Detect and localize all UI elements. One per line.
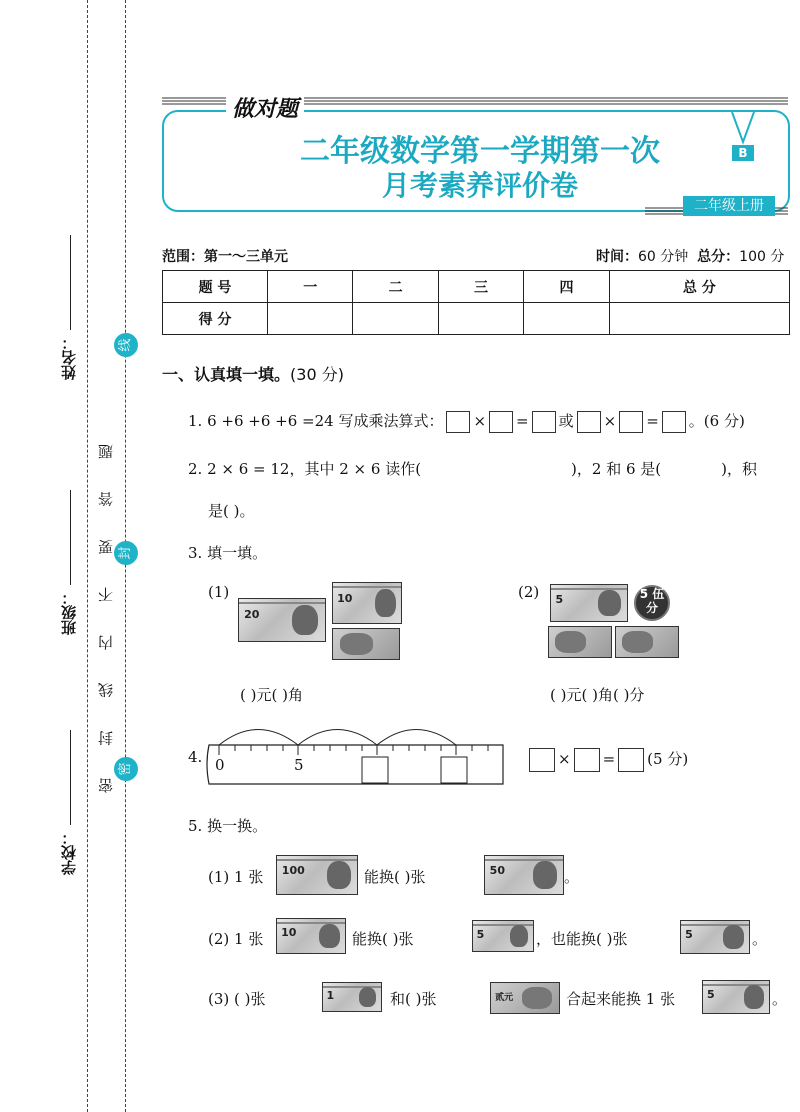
exam-title-line2: 月考素养评价卷 (381, 169, 578, 202)
score-row-label: 得 分 (163, 303, 268, 335)
banknote-jiao-b (615, 626, 679, 658)
q1-answer-box-3[interactable] (532, 411, 556, 433)
q4-equation: × = (5 分) (526, 748, 688, 772)
time-and-total (596, 246, 784, 266)
banknote-jiao-a (548, 626, 612, 658)
exam-title-line1: 二年级数学第一学期第一次 (300, 134, 660, 169)
q5-3-middle: 和( )张 (390, 990, 437, 1008)
q1-answer-box-2[interactable] (489, 411, 513, 433)
question-2-line1 (188, 458, 757, 479)
question-5-title: 5. 换一换。 (188, 817, 268, 835)
q1-answer-box-5[interactable] (619, 411, 643, 433)
section1-title-text: 一、认真填一填。 (162, 365, 291, 384)
q3-part2-label: (2) (518, 583, 540, 601)
q4-box-1[interactable] (529, 748, 555, 772)
header-cell-total: 总 分 (609, 271, 789, 303)
score-cell-2[interactable] (353, 303, 438, 335)
header-cell-number: 题 号 (163, 271, 268, 303)
q5-2-end: 。 (752, 930, 768, 948)
seal-mi: 密 (114, 757, 138, 781)
q4-label: 4. (188, 748, 203, 766)
binding-dash-outer (87, 0, 88, 1112)
scope-text: 范围：第一～三单元 (162, 249, 288, 265)
banknote-100-yuan: 100 (276, 855, 358, 895)
header-cell-3: 三 (438, 271, 523, 303)
q4-blank-2[interactable] (441, 757, 467, 783)
name-label: 姓名： (60, 335, 78, 380)
score-cell-1[interactable] (268, 303, 353, 335)
q1-or: 或 (558, 412, 574, 430)
seal-feng: 封 (114, 541, 138, 565)
banknote-50-yuan: 50 (484, 855, 564, 895)
q1-points: 。(6 分) (688, 412, 745, 430)
q4-tick-0: 0 (215, 756, 225, 774)
total-value: 100 分 (739, 249, 785, 265)
banknote-5-yuan-c: 5 (702, 980, 770, 1014)
q1-text: 1. 6 +6 +6 +6 =24 写成乘法算式： (188, 412, 444, 430)
total-label: 总分： (697, 249, 740, 265)
banknote-2-yuan: 贰元 (490, 982, 560, 1014)
banknote-20-yuan: 20 (238, 598, 326, 642)
seal-xian: 线 (114, 333, 138, 357)
banknote-1-yuan: 5 (680, 920, 750, 954)
q3-part1-label: (1) (208, 583, 230, 601)
school-underline (70, 730, 71, 825)
q3-answer-1: ( )元( )角 (240, 686, 303, 704)
time-label: 时间： (596, 249, 638, 265)
question-1: 1. 6 +6 +6 +6 =24 写成乘法算式： × = 或 × = 。(6 分) (188, 410, 745, 433)
q1-answer-box-1[interactable] (446, 411, 470, 433)
banknote-1-yuan-b: 1 (322, 982, 382, 1012)
q4-tick-5: 5 (294, 756, 304, 774)
school-label: 学校： (60, 830, 78, 875)
score-table-score-row (163, 303, 790, 335)
q1-answer-box-4[interactable] (577, 411, 601, 433)
q5-2-also: ，也能换( )张 (536, 930, 628, 948)
q5-1-end: 。 (564, 868, 580, 886)
banner-tab-zuoduiti: 做对题 (226, 92, 304, 123)
score-table (162, 270, 790, 335)
q2-part-a: 2. 2 × 6 = 12，其中 2 × 6 读作( (188, 460, 422, 478)
banknote-10-yuan: 10 (332, 582, 402, 624)
header-cell-4: 四 (524, 271, 609, 303)
banknote-1-jiao (332, 628, 400, 660)
q5-2-middle: 能换( )张 (352, 930, 414, 948)
name-underline (70, 235, 71, 330)
q5-3-prefix: (3) ( )张 (208, 990, 266, 1008)
q3-answer-2: ( )元( )角( )分 (550, 686, 645, 704)
q5-2-prefix: (2) 1 张 (208, 930, 264, 948)
q4-blank-1[interactable] (362, 757, 388, 783)
grade-tag: 二年级上册 (683, 196, 775, 216)
score-cell-total[interactable] (609, 303, 789, 335)
q2-part-b: )，2 和 6 是( (571, 460, 662, 478)
section1-points: (30 分) (290, 365, 344, 384)
q1-answer-box-6[interactable] (662, 411, 686, 433)
question-2-line2: 是( )。 (208, 502, 255, 520)
q4-box-2[interactable] (574, 748, 600, 772)
q5-3-combine: 合起来能换 1 张 (566, 990, 676, 1008)
time-value: 60 分钟 (638, 249, 689, 265)
header-cell-1: 一 (268, 271, 353, 303)
banknote-5-yuan-a: 5 (550, 584, 628, 622)
q5-3-end: 。 (772, 990, 788, 1008)
header-cell-2: 二 (353, 271, 438, 303)
score-table-header-row (163, 271, 790, 303)
q2-part-c: )，积 (721, 460, 758, 478)
score-cell-4[interactable] (524, 303, 609, 335)
q4-points: (5 分) (647, 750, 689, 768)
coin-5-fen: 5 伍分 (634, 585, 670, 621)
q4-ruler (205, 720, 510, 790)
banknote-10-yuan-b: 10 (276, 918, 346, 954)
badge-ribbon-icon (728, 112, 758, 147)
class-label: 班级： (60, 590, 78, 635)
banknote-5-yuan-b: 5 (472, 920, 534, 952)
class-underline (70, 490, 71, 585)
q4-box-3[interactable] (618, 748, 644, 772)
version-badge: B (732, 145, 754, 161)
section1-title (162, 362, 344, 385)
q5-1-prefix: (1) 1 张 (208, 868, 264, 886)
q5-1-middle: 能换( )张 (364, 868, 426, 886)
question-3-title: 3. 填一填。 (188, 544, 268, 562)
sealing-notice: 密 封 线 内 不 要 答 题 (97, 430, 115, 794)
score-cell-3[interactable] (438, 303, 523, 335)
